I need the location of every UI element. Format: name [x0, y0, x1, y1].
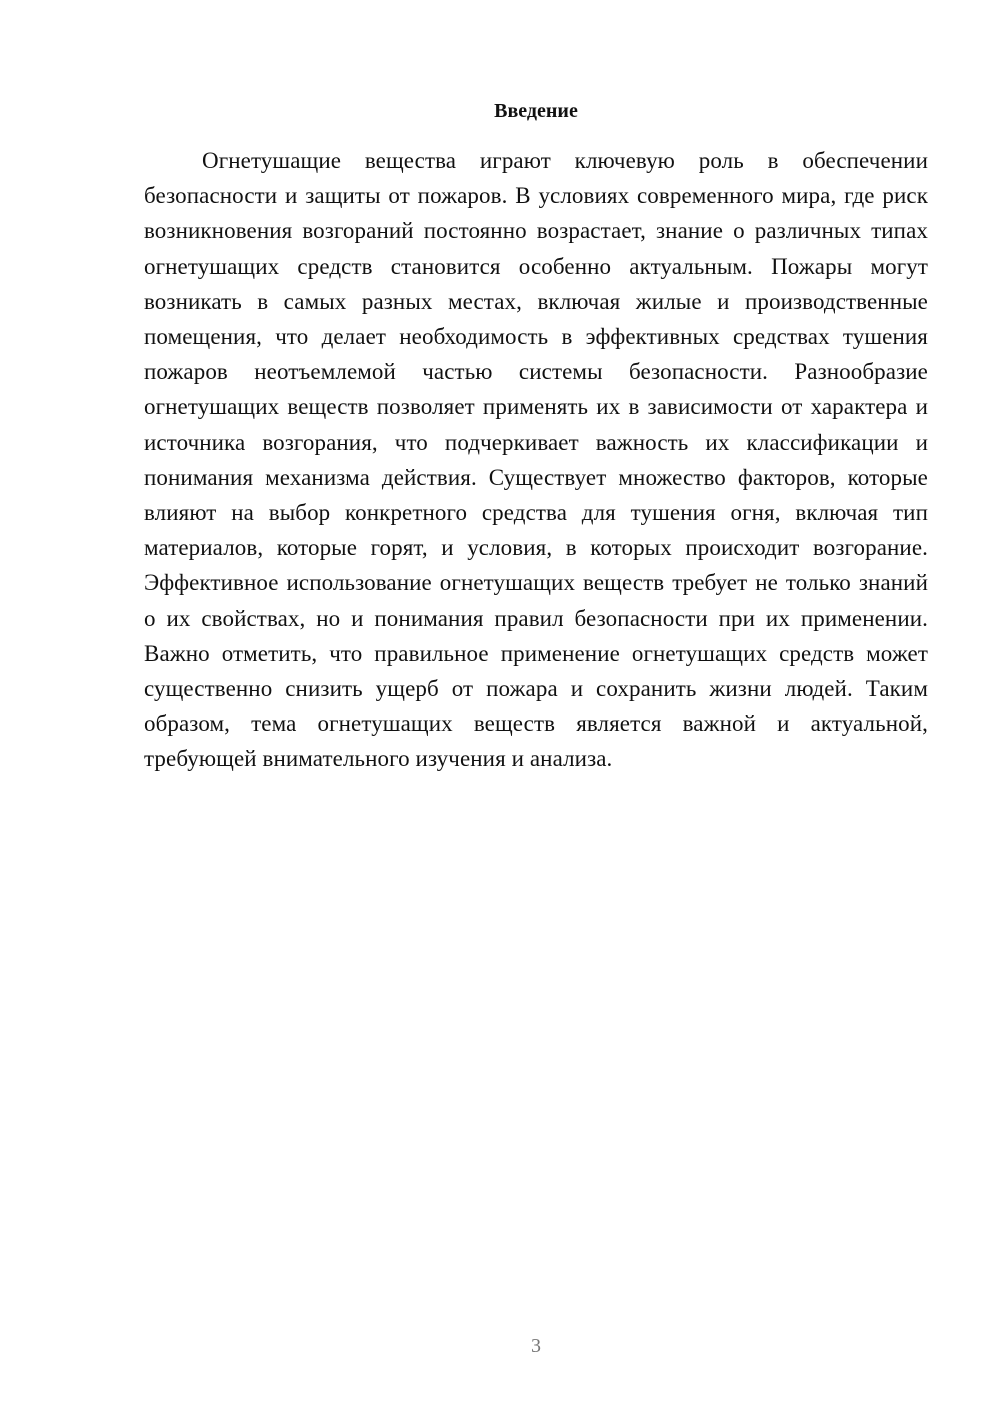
section-heading: Введение — [494, 100, 578, 122]
page-number: 3 — [531, 1335, 541, 1357]
body-paragraph: Огнетушащие вещества играют ключевую роль в обеспечении безопасности и защиты от пожаров. В условиях современного мира, где риск возникновения возгораний постоянно возрастает, знание о различных типах огнетушащих средств становится особенно актуальным. Пожары могут возникать в самых разных местах, включая жилые и производственные помещения, что делает необходимость в эффективных средствах тушения пожаров неотъемлемой частью системы безопасности. Разнообразие огнетушащих веществ позволяет применять их в зависимости от характера и источника возгорания, что подчеркивает важность их классификации и понимания механизма действия. Существует множество факторов, которые влияют на выбор конкретного средства для тушения огня, включая тип материалов, которые горят, и условия, в которых происходит возгорание. Эффективное использование огнетушащих веществ требует не только знаний о их свойствах, но и понимания правил безопасности при их применении. Важно отметить, что правильное применение огнетушащих средств может существенно снизить ущерб от пожара и сохранить жизни людей. Таким образом, тема огнетушащих веществ является важной и актуальной, требующей внимательного изучения и анализа. — [144, 148, 928, 772]
